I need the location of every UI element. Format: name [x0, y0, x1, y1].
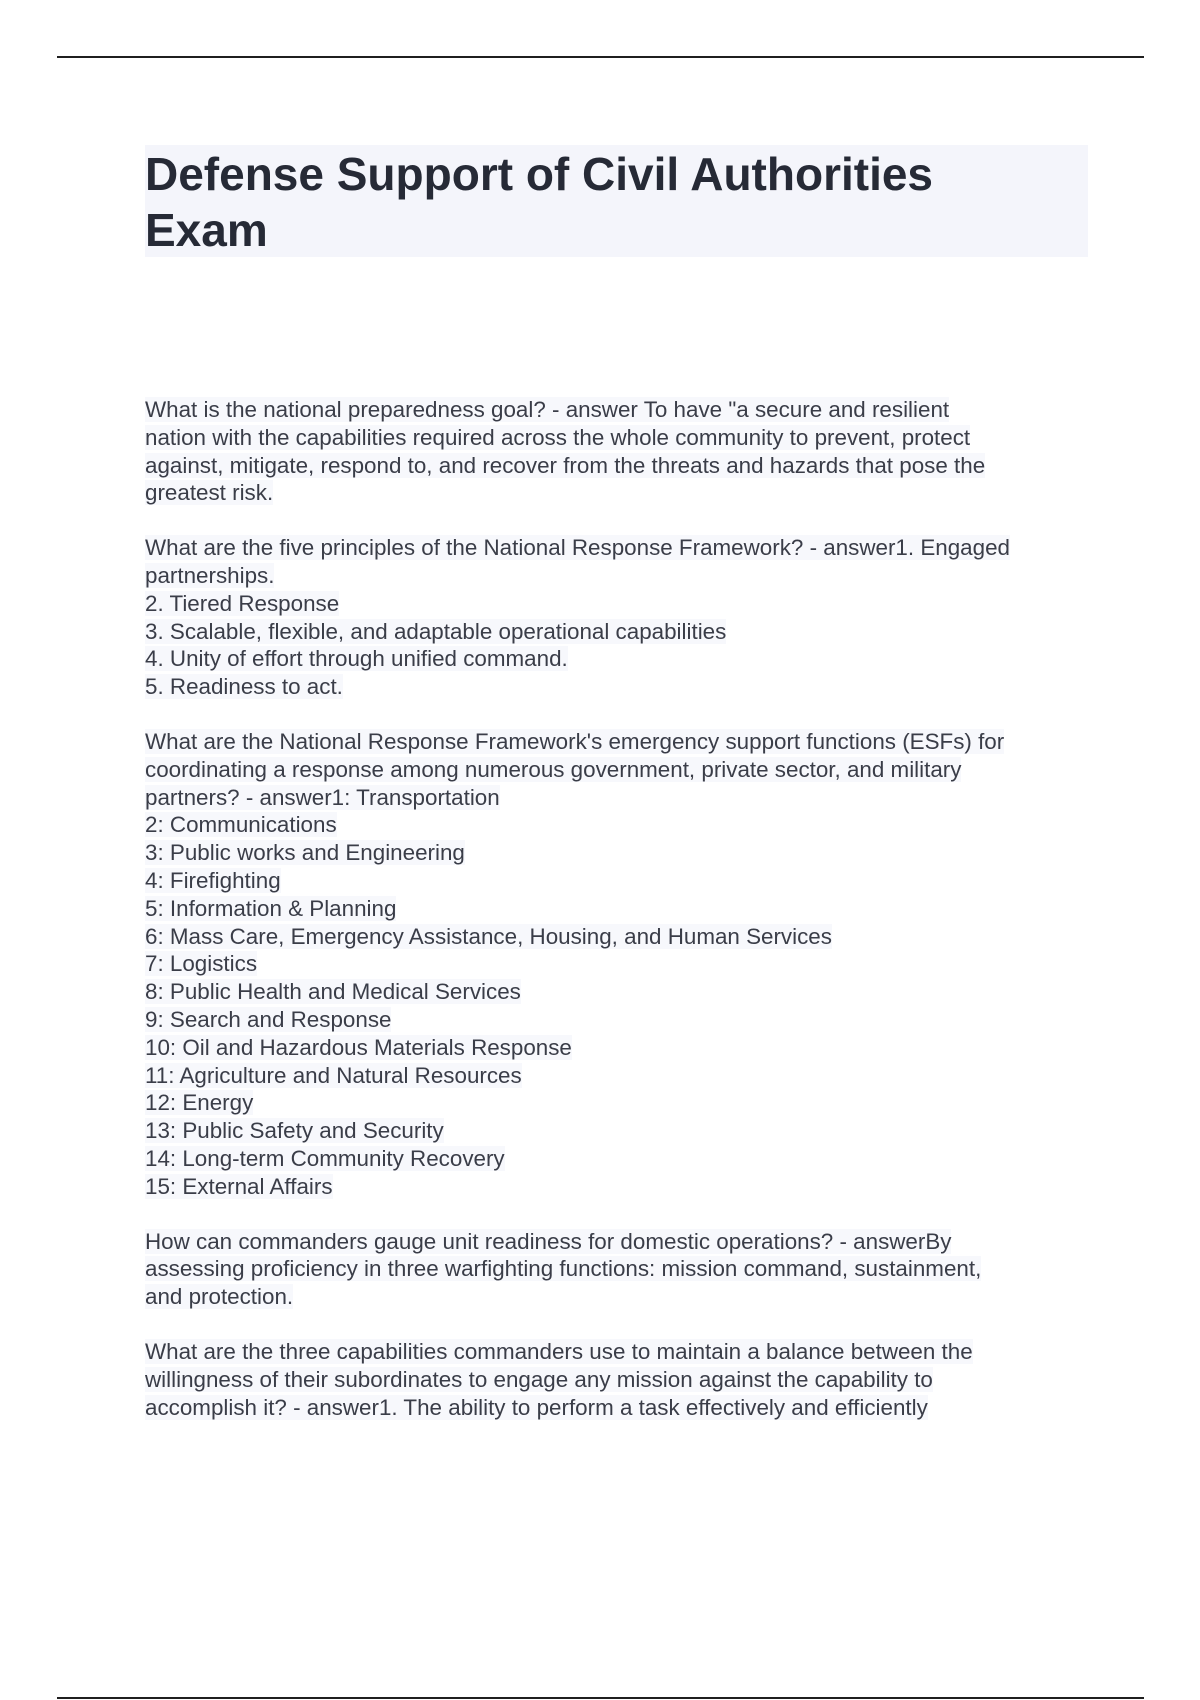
- qa-line-text: 5. Readiness to act.: [145, 674, 343, 700]
- qa-line-text: What are the three capabilities commanders use to maintain a balance between the: [145, 1338, 973, 1364]
- qa-line: [145, 1145, 1085, 1173]
- qa-line: [145, 1173, 1085, 1201]
- qa-line: [145, 1228, 1085, 1256]
- qa-line: [145, 673, 1085, 701]
- qa-line: [145, 1366, 1085, 1394]
- qa-line: [145, 618, 1085, 646]
- qa-line-text: What is the national preparedness goal? - answer To have "a secure and resilient: [145, 397, 950, 422]
- qa-content: [145, 396, 1085, 1448]
- qa-line-text: assessing proficiency in three warfighting functions: mission command, sustainment,: [145, 1256, 982, 1282]
- qa-line: [145, 1255, 1085, 1283]
- qa-line-text: greatest risk.: [145, 480, 274, 506]
- qa-line: [145, 839, 1085, 867]
- top-rule: [57, 56, 1144, 58]
- qa-line: [145, 1062, 1085, 1090]
- qa-line-text: 4. Unity of effort through unified command.: [145, 646, 568, 672]
- title-line-1: Defense Support of Civil Authorities: [145, 148, 934, 200]
- qa-line-text: willingness of their subordinates to engage any mission against the capability to: [145, 1366, 933, 1392]
- qa-line: [145, 756, 1085, 784]
- title-line-2: Exam: [145, 204, 268, 256]
- qa-line-text: 3. Scalable, flexible, and adaptable operational capabilities: [145, 618, 727, 644]
- qa-line: [145, 1034, 1085, 1062]
- qa-line: [145, 452, 1085, 480]
- qa-line-text: 12: Energy: [145, 1090, 254, 1116]
- qa-line-text: and protection.: [145, 1284, 294, 1310]
- qa-line-text: 7: Logistics: [145, 951, 258, 977]
- qa-line: [145, 950, 1085, 978]
- qa-line: [145, 479, 1085, 507]
- qa-line-text: 14: Long-term Community Recovery: [145, 1145, 505, 1171]
- qa-line: [145, 590, 1085, 618]
- qa-line-text: 2: Communications: [145, 812, 337, 838]
- qa-line: [145, 1283, 1085, 1311]
- qa-line: [145, 895, 1085, 923]
- qa-line: [145, 923, 1085, 951]
- qa-line: [145, 978, 1085, 1006]
- qa-line: [145, 1089, 1085, 1117]
- qa-line-text: 2. Tiered Response: [145, 590, 340, 616]
- qa-line: [145, 645, 1085, 673]
- qa-line: [145, 562, 1085, 590]
- qa-line-text: 5: Information & Planning: [145, 895, 397, 921]
- qa-item: [145, 1338, 1085, 1421]
- qa-line-text: 11: Agriculture and Natural Resources: [145, 1062, 522, 1088]
- qa-line: [145, 1006, 1085, 1034]
- qa-line-text: partnerships.: [145, 562, 275, 588]
- qa-line: [145, 728, 1085, 756]
- qa-line: [145, 396, 1085, 424]
- qa-line: [145, 1338, 1085, 1366]
- qa-line-text: partners? - answer1: Transportation: [145, 784, 500, 810]
- qa-line-text: accomplish it? - answer1. The ability to perform a task effectively and efficiently: [145, 1394, 928, 1420]
- qa-line: [145, 867, 1085, 895]
- qa-line-text: What are the National Response Framework's emergency support functions (ESFs) for: [145, 728, 1005, 754]
- qa-line: [145, 1117, 1085, 1145]
- qa-line-text: What are the five principles of the National Response Framework? - answer1. Engaged: [145, 535, 1010, 561]
- document-title: [145, 146, 1045, 258]
- qa-line-text: 15: External Affairs: [145, 1173, 333, 1199]
- qa-line-text: against, mitigate, respond to, and recover from the threats and hazards that pose the: [145, 452, 986, 478]
- qa-line: [145, 1394, 1085, 1422]
- qa-line-text: 6: Mass Care, Emergency Assistance, Housing, and Human Services: [145, 923, 832, 949]
- qa-line-text: 10: Oil and Hazardous Materials Response: [145, 1034, 572, 1060]
- qa-line-text: 3: Public works and Engineering: [145, 840, 465, 866]
- bottom-rule: [57, 1697, 1144, 1699]
- qa-line-text: 13: Public Safety and Security: [145, 1118, 444, 1144]
- qa-line-text: 4: Firefighting: [145, 867, 281, 893]
- qa-line-text: 9: Search and Response: [145, 1006, 392, 1032]
- qa-line: [145, 534, 1085, 562]
- qa-line: [145, 784, 1085, 812]
- qa-item: [145, 534, 1085, 701]
- qa-item: [145, 396, 1085, 507]
- qa-line-text: nation with the capabilities required across the whole community to prevent, protect: [145, 424, 971, 450]
- qa-line-text: coordinating a response among numerous government, private sector, and military: [145, 756, 962, 782]
- qa-line-text: How can commanders gauge unit readiness for domestic operations? - answerBy: [145, 1228, 952, 1254]
- qa-line-text: 8: Public Health and Medical Services: [145, 979, 521, 1005]
- qa-line: [145, 811, 1085, 839]
- qa-item: [145, 728, 1085, 1201]
- qa-line: [145, 424, 1085, 452]
- qa-item: [145, 1228, 1085, 1311]
